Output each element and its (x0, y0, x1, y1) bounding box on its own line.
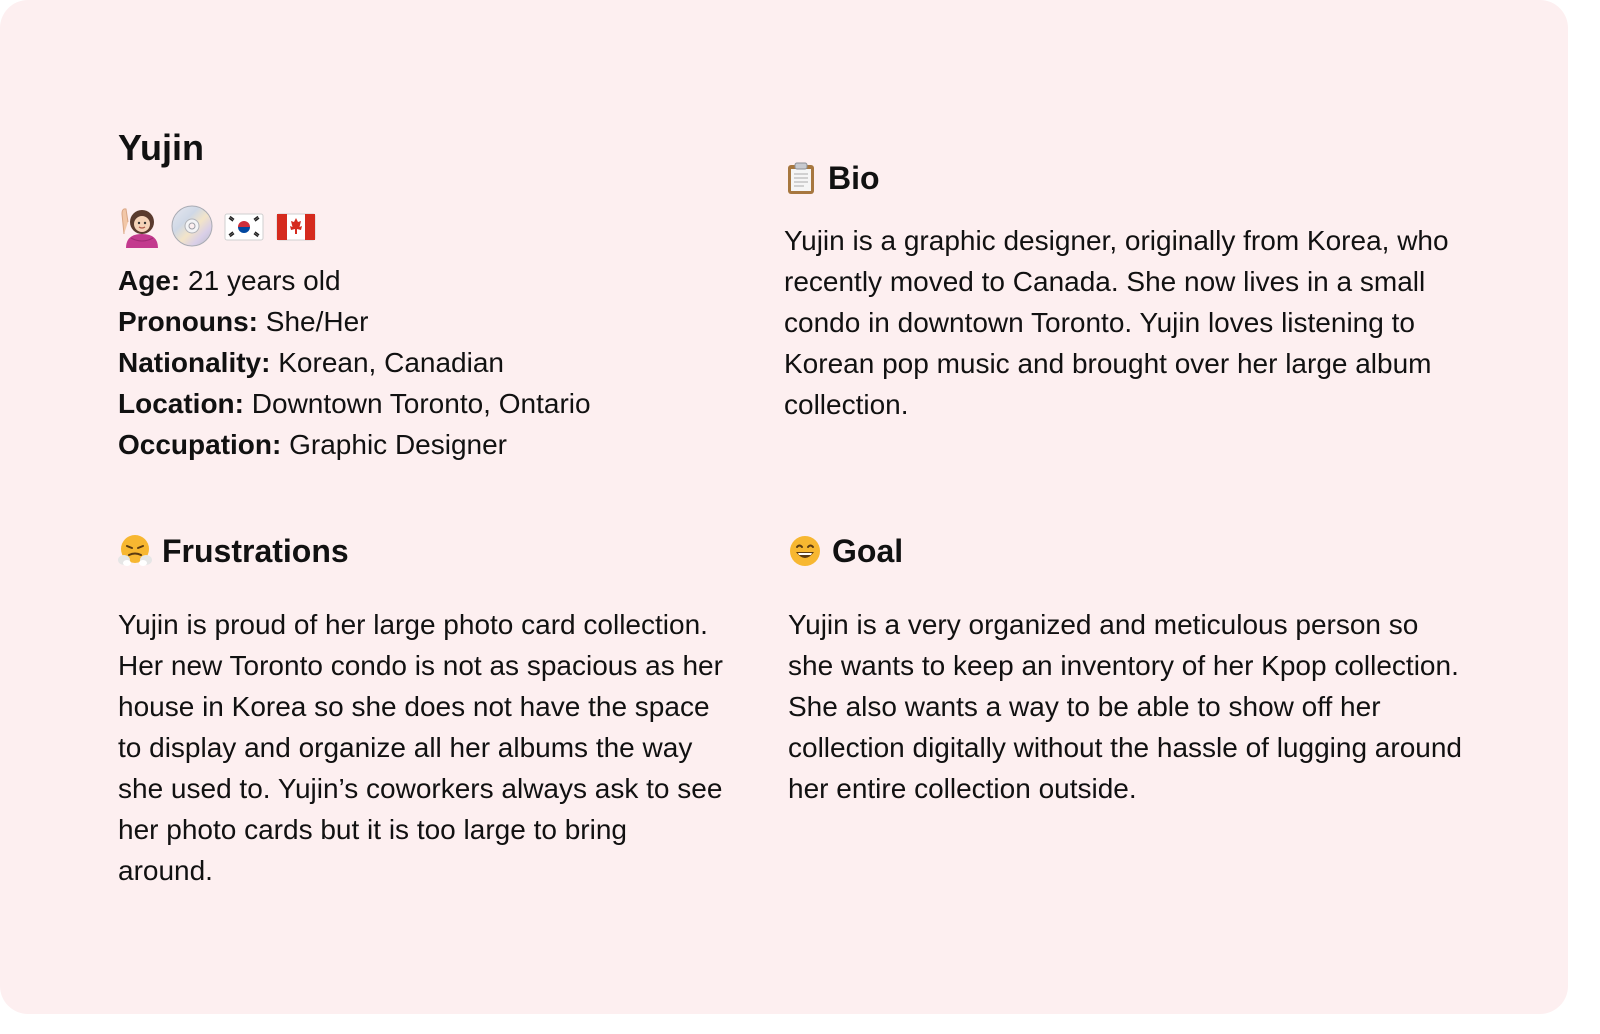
fact-occupation (118, 424, 738, 465)
goal-heading (788, 531, 903, 571)
frustrations-text: Yujin is proud of her large photo card collection. Her new Toronto condo is not as spacious as her house in Korea so she does not have the space to display and organize all her albums the way she used to. Yujin’s coworkers always ask to see her photo cards but it is too large to bring around. (118, 609, 723, 886)
face-with-steam-icon (118, 534, 152, 568)
optical-disc-icon (170, 204, 214, 248)
fact-label: Occupation: (118, 429, 282, 460)
south-korea-flag-icon (222, 204, 266, 248)
frustrations-title: Frustrations (162, 533, 349, 569)
bio-title: Bio (828, 160, 880, 196)
grinning-face-icon (788, 534, 822, 568)
canada-flag-icon (274, 204, 318, 248)
fact-location (118, 383, 738, 424)
fact-value: Korean, Canadian (270, 347, 504, 378)
clipboard-icon (784, 161, 818, 195)
bio-text: Yujin is a graphic designer, originally from Korea, who recently moved to Canada. She now lives in a small condo in downtown Toronto. Yujin loves listening to Korean pop music and brought over her large album collection. (784, 225, 1449, 420)
persona-facts (118, 260, 738, 465)
goal-title: Goal (832, 533, 904, 569)
woman-raising-hand-icon (118, 204, 162, 248)
bio-heading (784, 158, 880, 198)
fact-value: She/Her (258, 306, 369, 337)
fact-label: Nationality: (118, 347, 271, 378)
fact-label: Pronouns: (118, 306, 258, 337)
frustrations-heading (118, 531, 349, 571)
persona-name: Yujin (118, 127, 205, 168)
fact-value: Graphic Designer (281, 429, 507, 460)
fact-nationality (118, 342, 738, 383)
fact-value: 21 years old (180, 265, 341, 296)
goal-text: Yujin is a very organized and meticulous person so she wants to keep an inventory of her Kpop collection. She also wants a way to be able to show off her collection digitally without the hassle of lugging around her entire collection outside. (788, 609, 1462, 804)
fact-label: Location: (118, 388, 244, 419)
fact-label: Age: (118, 265, 181, 296)
fact-value: Downtown Toronto, Ontario (244, 388, 591, 419)
fact-pronouns (118, 301, 738, 342)
fact-age (118, 260, 738, 301)
persona-icons (118, 204, 318, 248)
